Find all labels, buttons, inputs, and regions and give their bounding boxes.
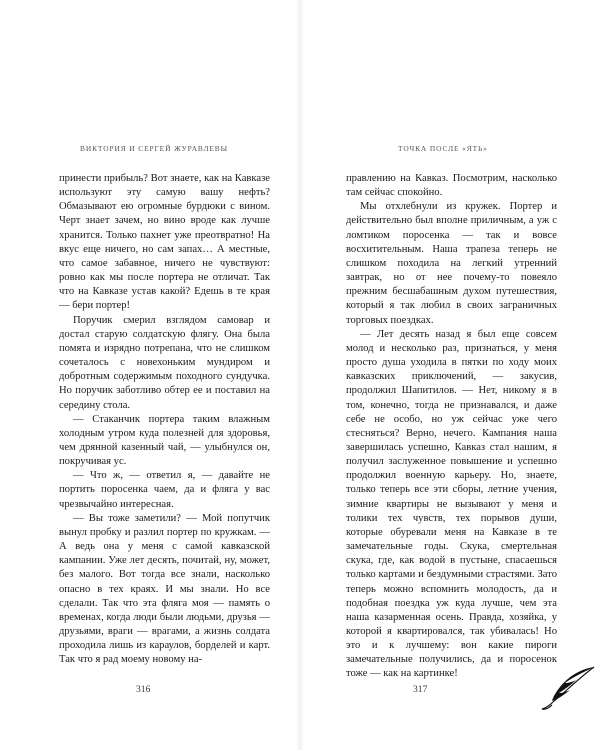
right-page-number: 317 — [413, 684, 428, 695]
paragraph: — Вы тоже заметили? — Мой попутчик вынул пробку и разлил портер по кружкам. — А ведь она у меня с самой кавказской кампании. Уже лет десять, почитай, ну, может, без малого. Вот тогда все знали, насколько опасно в тех краях. И мы знали. Но все сделали. Так что эта фляга моя — память о временах, когда люди были людьми, друзья — друзьями, враги — врагами, а жизнь солдата проходила лишь из караулов, борделей и карт. Так что я рад моему новому на- — [59, 512, 270, 666]
paragraph: правлению на Кавказ. Посмотрим, насколько там сейчас спокойно. — [346, 173, 557, 199]
right-running-head: ТОЧКА ПОСЛЕ «ЯТЬ» — [398, 144, 488, 153]
quill-feather-icon — [540, 665, 596, 713]
right-page — [300, 0, 600, 750]
left-running-head: ВИКТОРИЯ И СЕРГЕЙ ЖУРАВЛЕВЫ — [80, 144, 228, 153]
paragraph: Мы отхлебнули из кружек. Портер и действительно был вполне приличным, а уж с ломтиком поросенка — так и вовсе восхитительным. Наша трапеза теперь не слишком походила на легкий утренний завтрак, но от нее почему-то повеяло прежним бесшабашным духом путешествия, который я так любил в своих заграничных торговых поездках. — [346, 201, 557, 326]
left-page-text — [59, 172, 270, 667]
paragraph: — Лет десять назад я был еще совсем молод и несколько раз, признаться, у меня просто душа уходила в пятки по ходу моих кавказских приключений, — закусив, продолжил Шапитилов. — Нет, никому я в том, конечно, тогда не признавался, и даже себе не особо, но уж сейчас уже чего стесняться? Верно, нечего. Кампания наша завершилась успешно, Кавказ стал нашим, я получил заслуженное повышение и успешно продолжил военную карьеру. Но, знаете, только теперь все эти сборы, летние учения, зимние квартиры не вызывают у меня и толики тех чувств, тех порывов души, которые обуревали меня на Кавказе в те замечательные годы. Скука, смертельная скука, где, как водой в пустыне, спасаешься только картами и бездумными страстями. Зато теперь можно вспомнить молодость, да и подобная поездка уж куда лучше, чем эта наша казарменная осень. Правда, хозяйка, у которой я квартировался, так убивалась! Но это и к лучшему: вон какие пироги замечательные получились, да и поросенок тоже — как на картинке! — [346, 328, 557, 680]
paragraph: — Стаканчик портера таким влажным холодным утром куда полезней для здоровья, чем дрянной казенный чай, — улыбнулся он, покручивая ус. — [59, 413, 270, 468]
paragraph: — Что ж, — ответил я, — давайте не портить поросенка чаем, да и фляга у вас чрезвычайно интересная. — [59, 470, 270, 510]
paragraph: Поручик смерил взглядом самовар и достал старую солдатскую флягу. Она была помята и изрядно потрепана, что не слишком сочеталось с новехоньким мундиром и добротным содержимым походного сундучка. Но поручик заботливо обтер ее и поставил на середину стола. — [59, 314, 270, 411]
paragraph: принести прибыль? Вот знаете, как на Кавказе используют эту самую вашу нефть? Обмазывают ею огромные бурдюки с вином. Черт знает зачем, но вино вроде как лучше хранится. Только пахнет уже преотвратно! На вкус еще ничего, но сам запах… А местные, что самое забавное, ничего не чувствуют: ровно как мы после портера не отличат. Так что на Кавказе устав какой? Едешь в те края — бери портер! — [59, 173, 270, 312]
right-page-text — [346, 172, 557, 682]
left-page-number: 316 — [136, 684, 151, 695]
